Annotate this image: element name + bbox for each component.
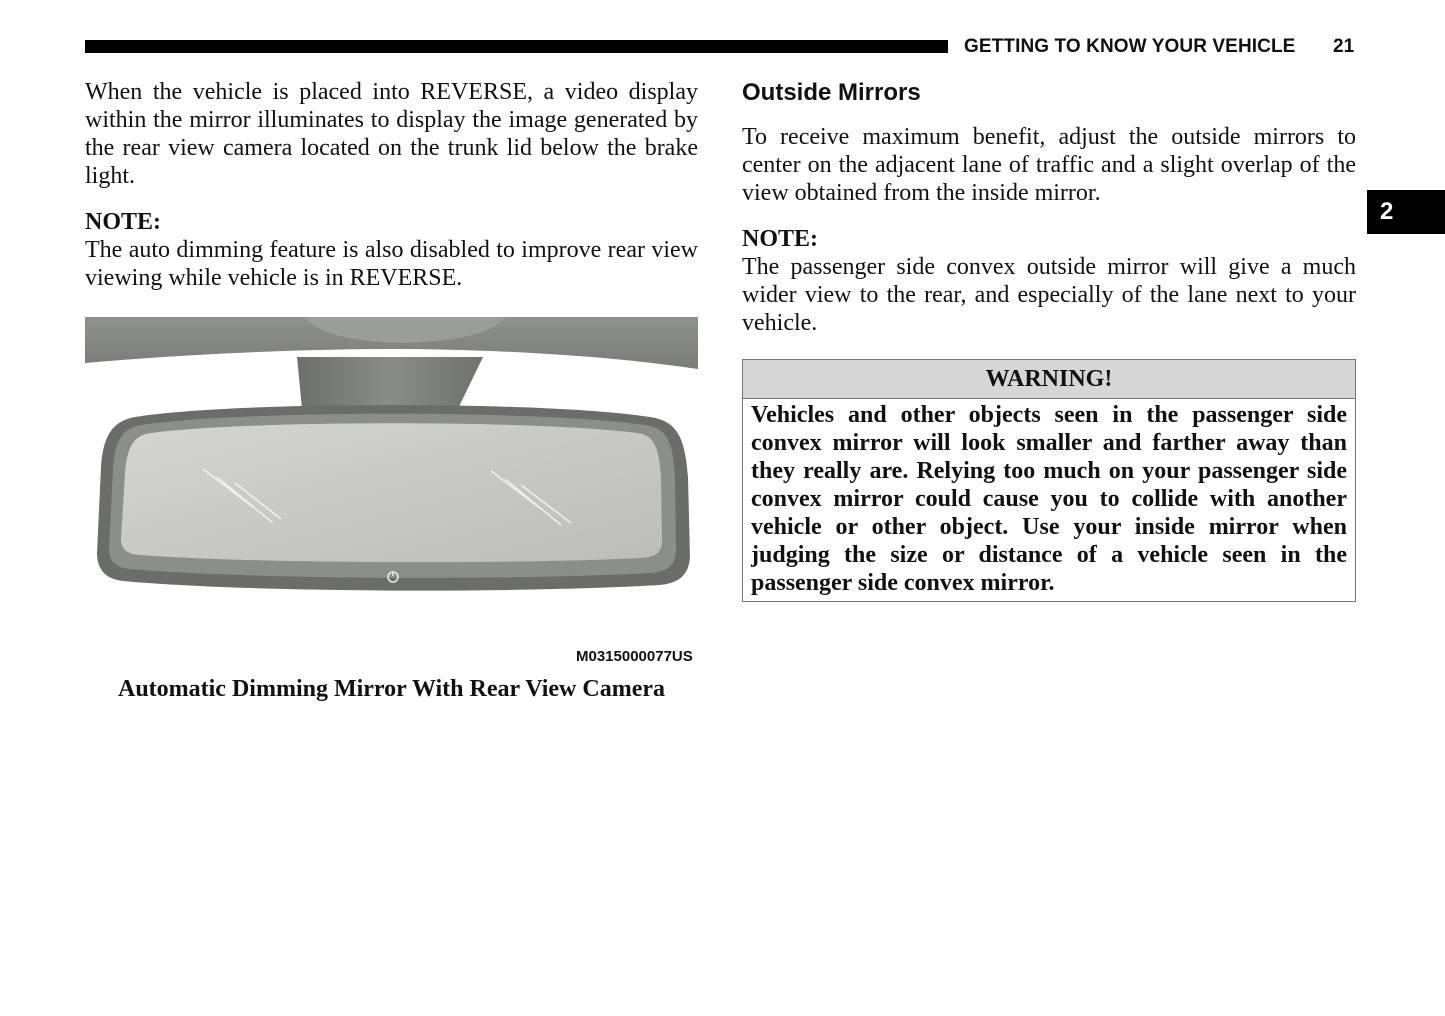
note-text-right: The passenger side convex outside mirror will give a much wider view to the rear, and especially of the lane next to your vehicle. [742, 254, 1356, 336]
right-column [742, 78, 1356, 337]
note-text: The auto dimming feature is also disabled to improve rear view viewing while vehicle is in REVERSE. [85, 237, 698, 291]
warning-box [742, 359, 1356, 602]
mirror-illustration [85, 317, 698, 667]
section-title: Outside Mirrors [742, 79, 921, 106]
warning-title: WARNING! [743, 360, 1355, 399]
figure-caption: Automatic Dimming Mirror With Rear View Camera [117, 676, 666, 702]
header-rule [85, 40, 948, 53]
reverse-intro-paragraph: When the vehicle is placed into REVERSE, a video display within the mirror illuminates to display the image generated by the rear view camera located on the trunk lid below the brake light. [85, 79, 698, 189]
chapter-tab: 2 [1367, 190, 1445, 234]
left-column [85, 78, 698, 292]
note-label-right: NOTE: [742, 226, 819, 252]
note-label: NOTE: [85, 209, 162, 235]
running-header-title: GETTING TO KNOW YOUR VEHICLE [964, 36, 1296, 57]
warning-text: Vehicles and other objects seen in the passenger side convex mirror will look smaller and farther away than they really are. Relying too much on your passenger side convex mirror could cause you to collide with another vehicle or other object. Use your inside mirror when judging the size or distance of a vehicle seen in the passenger side convex mirror. [751, 402, 1347, 596]
outside-mirrors-intro: To receive maximum benefit, adjust the outside mirrors to center on the adjacent lane of traffic and a slight overlap of the view obtained from the inside mirror. [742, 124, 1356, 206]
figure-id: M0315000077US [576, 648, 693, 665]
page-number: 21 [1333, 36, 1355, 57]
